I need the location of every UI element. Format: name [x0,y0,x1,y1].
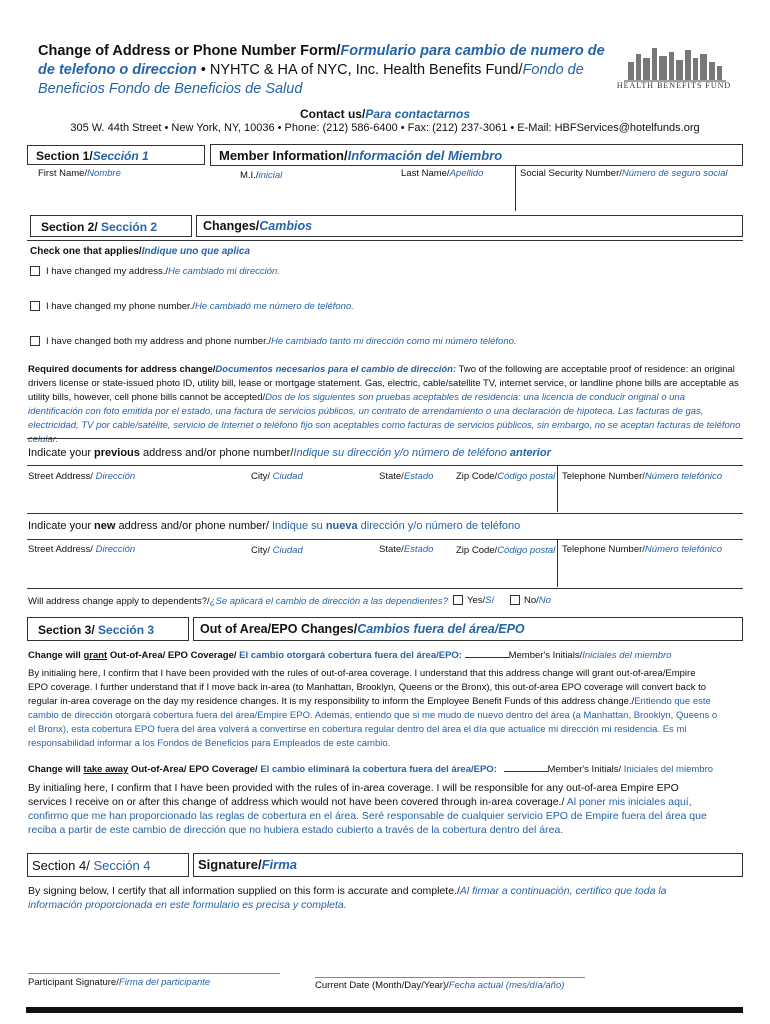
new-zip-label: Zip Code/Código postal [456,545,556,556]
section3-label: Section 3/ Sección 3 [38,623,155,637]
section4-label-box [27,853,189,877]
section1-title: Member Information/Información del Miembro [219,148,503,163]
checkbox-no[interactable] [510,595,520,605]
fund-logo [614,44,734,96]
date-field[interactable] [315,935,585,976]
checkbox-address[interactable] [30,266,40,276]
section2-title: Changes/Cambios [203,219,313,233]
section3-title: Out of Area/EPO Changes/Cambios fuera del área/EPO [200,622,525,636]
new-phone-field[interactable] [560,558,740,586]
grant-text: By initialing here, I confirm that I have been provided with the rules of out-of-area coverage. I understand that this address change will grant out-of-area/Empire EPO coverage. I further understand that if I move back in-area (to Manhattan, Brooklyn, Queens or the Bronx), this out-of-area EPO coverage will convert back to regular in-area coverage on the day my residence changes. It is my responsibility to inform the Employee Benefit Funds of this address change./Entiendo que este cambio de dirección otorgará cobertura fuera del área/Empire EPO. Además, entiendo que si me mudo de nuevo dentro del área (a Manhattan, Brooklyn, Queens o el Bronx), esta cobertura EPO fuera del área volverá a convertirse en cobertura regular dentro del área el día que actualice mi dirección mi residencia. Es mi responsabilidad informar a los Fondos de Beneficios para Empleados de este cambio. [28,668,718,749]
first-name-field[interactable] [30,180,230,210]
new-city-label: City/ Ciudad [251,545,303,556]
certify-text: By signing below, I certify that all information supplied on this form is accurate and complete./Al firmar a continuación, certifico que toda la información proporcionada en este formulario es precisa y completa. [28,885,667,911]
takeaway-heading: Change will take away Out-of-Area/ EPO Coverage/ El cambio eliminará la cobertura fuera del área/EPO: Member's Initials/ Iniciales del miembro [28,764,714,775]
dependents-yes[interactable]: Yes/Sí [453,595,494,606]
signature-label: Participant Signature/Firma del participante [28,977,211,988]
option-both[interactable]: I have changed both my address and phone number./He cambiado tanto mi dirección como mi número teléfono. [30,336,517,347]
section4-title-box [193,853,743,877]
new-phone-label: Telephone Number/Número telefónico [562,544,723,555]
section4-label: Section 4/ Sección 4 [32,858,151,873]
new-heading: Indicate your new address and/or phone number/ Indique su nueva dirección y/o número de teléfono [28,520,521,532]
new-address-field[interactable] [28,558,553,586]
mi-field[interactable] [240,182,390,210]
section2-label: Section 2/ Sección 2 [41,220,158,234]
new-street-label: Street Address/ Dirección [28,544,136,555]
prev-street-label: Street Address/ Dirección [28,471,136,482]
option-phone[interactable]: I have changed my phone number./He cambiadó me número de teléfono. [30,301,354,312]
form-title: Change of Address or Phone Number Form/Formulario para cambio de numero de de telefono o direccion • NYHTC & HA of NYC, Inc. Health Benefits Fund/Fondo de Beneficios Fondo de Beneficios de Salud [38,43,605,97]
check-instruction: Check one that applies/Indique uno que aplica [30,246,251,257]
mi-label: M.I./inicial [240,170,283,181]
ssn-field[interactable] [520,180,740,210]
section1-label-box [27,145,205,165]
section3-title-box [193,617,743,641]
section2-title-box [196,215,743,237]
last-name-field[interactable] [400,180,510,210]
contact-heading: Contact us/Para contactarnos [299,107,471,121]
prev-state-label: State/Estado [379,471,434,482]
previous-heading: Indicate your previous address and/or phone number/Indique su dirección y/o número de teléfono anterior [28,447,551,459]
section4-title: Signature/Firma [198,857,297,872]
signature-field[interactable] [28,930,280,972]
checkbox-phone[interactable] [30,301,40,311]
section1-title-box [210,144,743,166]
required-documents: Required documents for address change/Documentos necesarios para el cambio de dirección: Two of the following are acceptable proof of residence: an original drivers license or state-issued photo ID, utility bill, lease or mortgage statement. Gas, electric, cable/satellite TV, internet service, or landline phone bills are acceptable as utility bills, however, cell phone bills cannot be accepted/Dos de los siguientes son pruebas aceptables de residencia: una licencia de conducir original o una identificación con foto emitida por el estado, una factura de servicios públicos, un contrato de arrendamiento o una declaración de hipoteca. Las facturas de gas, electricidad, TV por cable/satélite, servicio de Internet o teléfono fijo son aceptables como facturas de servicios públicos, sin embargo, no se aceptan facturas de teléfono celular. [28,364,741,445]
prev-phone-label: Telephone Number/Número telefónico [562,471,723,482]
prev-city-label: City/ Ciudad [251,471,303,482]
prev-zip-label: Zip Code/Código postal [456,471,556,482]
prev-address-field[interactable] [28,485,553,512]
grant-initials-line[interactable] [465,657,509,658]
dependents-question: Will address change apply to dependents?/¿Se aplicará el cambio de dirección a las dependientes? [28,596,448,607]
contact-details: 305 W. 44th Street • New York, NY, 10036 • Phone: (212) 586-6400 • Fax: (212) 237-3061 • E-Mail: HBFServices@hotelfunds.org [70,122,700,134]
section1-label: Section 1/Sección 1 [36,149,149,163]
section3-label-box [27,617,189,641]
section2-label-box [30,215,192,237]
prev-phone-field[interactable] [560,485,740,512]
new-state-label: State/Estado [379,544,434,555]
ssn-label: Social Security Number/Número de seguro social [520,168,728,179]
first-name-label: First Name/Nombre [38,168,121,179]
checkbox-yes[interactable] [453,595,463,605]
last-name-label: Last Name/Apellido [401,168,484,179]
option-address[interactable]: I have changed my address./He cambiado mi dirección. [30,266,280,277]
footer-bar [26,1007,743,1013]
dependents-no[interactable]: No/No [510,595,551,606]
checkbox-both[interactable] [30,336,40,346]
grant-heading: Change will grant Out-of-Area/ EPO Coverage/ El cambio otorgará cobertura fuera del área/EPO: Member's Initials/Iniciales del miembro [28,650,672,661]
takeaway-initials-line[interactable] [504,771,548,772]
date-label: Current Date (Month/Day/Year)/Fecha actual (mes/día/año) [315,980,565,991]
logo-text: HEALTH BENEFITS FUND [616,81,732,90]
takeaway-text: By initialing here, I confirm that I have been provided with the rules of in-area coverage. I will be responsible for any out-of-area Empire EPO services I receive on or after this change of address which would not have been covered through in-area coverage./ Al poner mis iniciales aquí, confirmo que me han proporcionado las reglas de cobertura en el área. Seré responsable de cualquier servicio EPO de Empire fuera del área que reciba a partir de este cambio de dirección que no hubiera estado cubierto a través de la cobertura dentro del área. [28,782,707,836]
